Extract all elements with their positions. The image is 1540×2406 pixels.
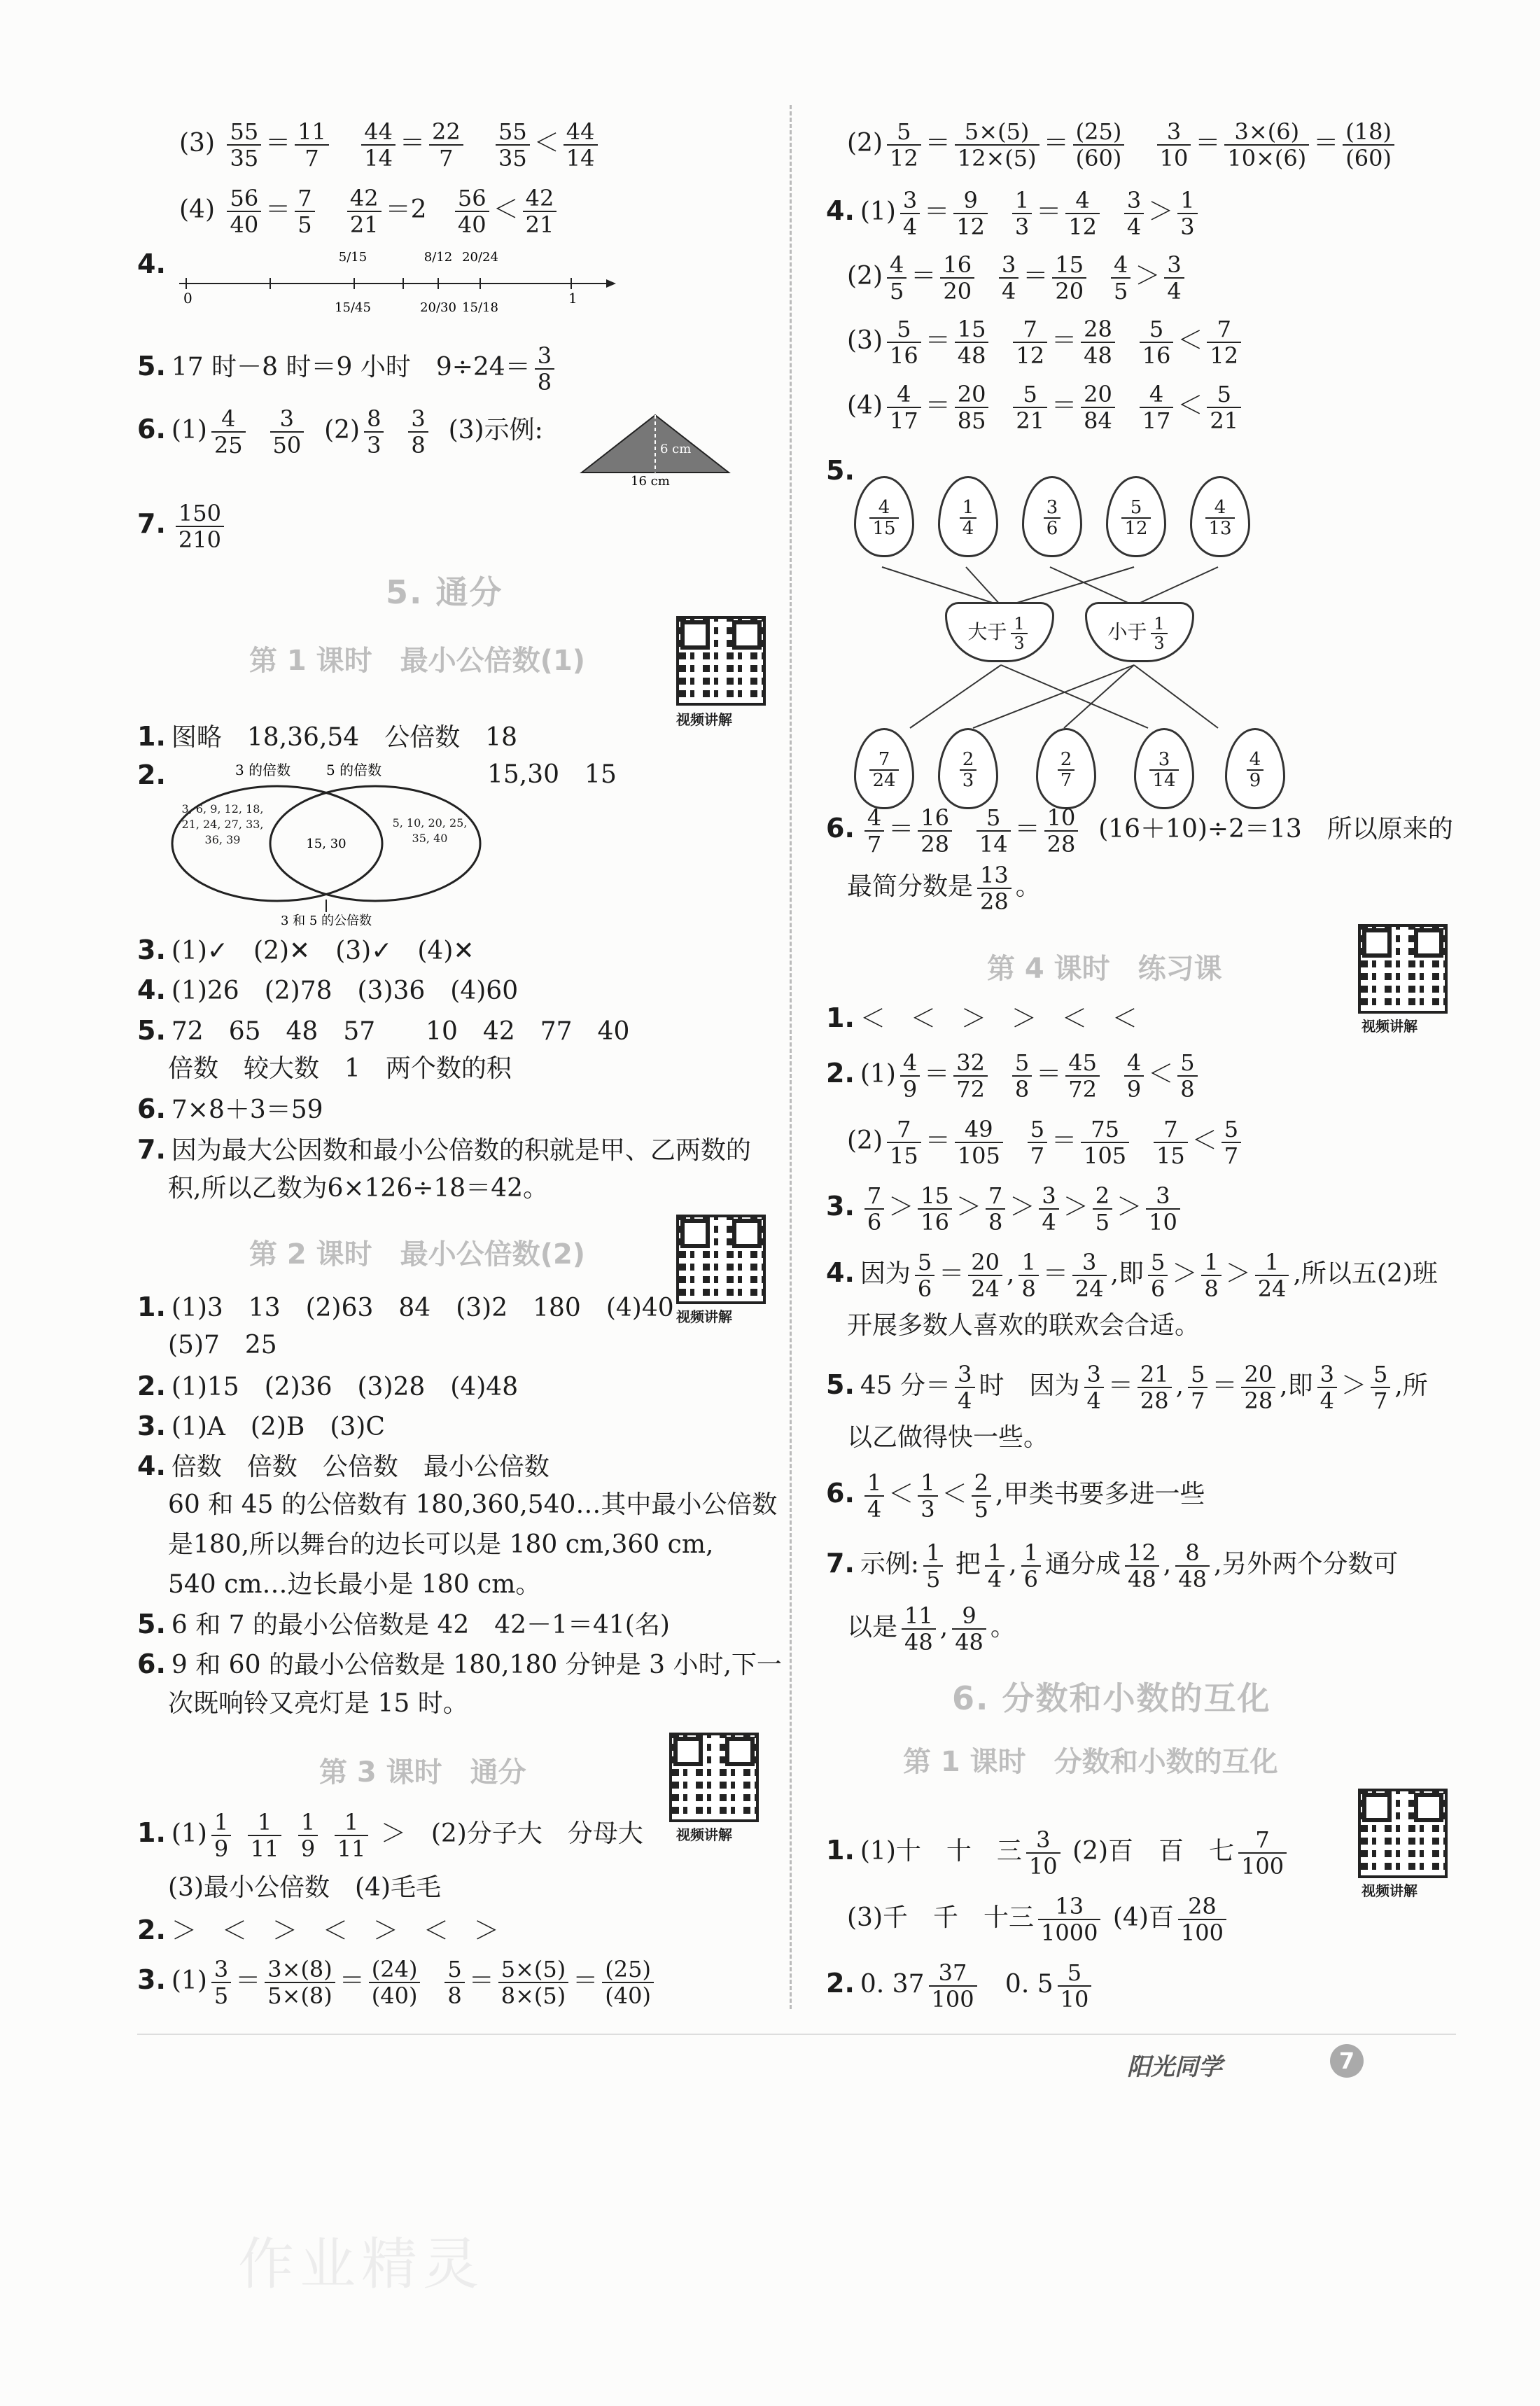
question-6: 6. $\frac{1}{4}$ ＜ $\frac{1}{3}$ ＜ $\frac{2}{5}$ ,甲类书要多进一些 [826,1469,1205,1523]
pear: $\frac{4}{15}$ [854,476,914,557]
answer-line: (2) $\frac{4}{5}$ ＝ $\frac{16}{20}$ $\frac{3}{4}$ ＝ $\frac{15}{20}$ $\frac{4}{5}$ ＞ $\frac{3}{4}$ [847,252,1189,304]
pear: $\frac{3}{6}$ [1022,476,1082,557]
question-3: 3. (1) $\frac{3}{5}$ ＝ $\frac{3\times(8)}{5\times(8)}$ ＝ $\frac{(24)}{(40)}$ $\frac{5}{8}$ ＝ $\frac{5\times(5)}{8\times(5)}$ ＝ $\frac{(25)}{(40)}$ [137,1957,658,2008]
question-5: 5. [826,455,855,486]
question-5: 5. 72 65 48 57 10 42 77 40 [137,1015,630,1046]
answer-text: 以乙做得快一些。 [847,1423,1049,1452]
footer-rule [137,2034,1456,2035]
tick-label: 20/30 [420,300,456,315]
triangle-figure [575,410,736,487]
question-5: 5. 17 时－8 时＝9 小时 9÷24＝ $\frac{3}{8}$ [137,343,559,395]
question-6: 6. $\frac{4}{7}$ ＝ $\frac{16}{28}$ $\frac{5}{14}$ ＝ $\frac{10}{28}$ (16＋10)÷2＝13 所以原来的 [826,804,1453,858]
question-1: 1. (1) $\frac{1}{9}$ $\frac{1}{11}$ $\frac{1}{9}$ $\frac{1}{11}$ ＞ (2)分子大 分母大 [137,1809,643,1862]
question-4: 4. (1)26 (2)78 (3)36 (4)60 [137,974,519,1005]
question-7: 7. 示例: $\frac{1}{5}$ 把 $\frac{1}{4}$ , $\frac{1}{6}$ 通分成 $\frac{12}{48}$ , $\frac{8}{48}$ ,另外两个分数可 [826,1539,1399,1593]
question-4: 4. [137,249,166,279]
question-4: 4. 倍数 倍数 公倍数 最小公倍数 [137,1450,550,1481]
section-title: 6. 分数和小数的互化 [952,1679,1271,1717]
answer-line: 以是 $\frac{11}{48}$ , $\frac{9}{48}$ 。 [847,1602,1016,1656]
pear: $\frac{3}{14}$ [1134,728,1194,809]
answer-text: 开展多数人喜欢的联欢会合适。 [847,1311,1200,1340]
number-line [172,242,620,326]
question-3: 3. (1)✓ (2)✕ (3)✓ (4)✕ [137,935,475,965]
question-4: 4. 因为 $\frac{5}{6}$ ＝ $\frac{20}{24}$ , $\frac{1}{8}$ ＝ $\frac{3}{24}$ ,即 $\frac{5}{6}$ ＞ $\frac{1}{8}$ ＞ $\frac{1}{24}$ ,所以五(2)班 [826,1249,1438,1302]
question-3: 3. (1)A (2)B (3)C [137,1411,385,1441]
tick-one: 1 [568,290,578,307]
answer-text: (3)最小公倍数 (4)毛毛 [168,1873,441,1902]
question-5: 5. 45 分＝ $\frac{3}{4}$ 时 因为 $\frac{3}{4}$ ＝ $\frac{21}{28}$ , $\frac{5}{7}$ ＝ $\frac{20}{28}$ ,即 $\frac{3}{4}$ ＞ $\frac{5}{7}$ ,所 [826,1361,1428,1414]
qr-code[interactable] [676,1215,766,1304]
page-number: 7 [1330,2044,1364,2078]
lesson-title: 第 2 课时 最小公倍数(2) [249,1238,586,1271]
tick-label: 20/24 [462,250,498,265]
svg-text:3 和 5 的公倍数: 3 和 5 的公倍数 [280,914,372,928]
brand-logo: 阳光同学 [1127,2053,1222,2081]
column-divider [790,105,792,2009]
answer-text: 60 和 45 的公倍数有 180,360,540…其中最小公倍数 [168,1490,778,1519]
answer-text: 是180,所以舞台的边长可以是 180 cm,360 cm, [168,1530,714,1559]
bowl-less: 小于 $\frac{1}{3}$ [1085,602,1194,662]
tick-label: 15/18 [462,300,498,315]
pear: $\frac{1}{4}$ [938,476,998,557]
pear: $\frac{4}{9}$ [1225,728,1285,809]
lesson-title: 第 1 课时 最小公倍数(1) [249,645,586,677]
answer-text: 积,所以乙数为6×126÷18＝42。 [168,1174,549,1203]
question-6: 6. 7×8＋3＝59 [137,1093,323,1124]
answer-text: (5)7 25 [168,1331,277,1359]
question-5: 5. 6 和 7 的最小公倍数是 42 42－1＝41(名) [137,1609,670,1639]
tick-label: 15/45 [335,300,371,315]
tick-label: 8/12 [424,250,453,265]
pear: $\frac{4}{13}$ [1190,476,1250,557]
svg-text:3 的倍数: 3 的倍数 [235,762,291,778]
answer-text: 倍数 较大数 1 两个数的积 [168,1054,512,1083]
question-2: 2. (1)15 (2)36 (3)28 (4)48 [137,1371,519,1401]
video-label: 视频讲解 [676,711,732,728]
qr-code[interactable] [676,616,766,706]
answer-line: (3)千 千 十三 $\frac{13}{1000}$ (4)百 $\frac{28}{100}$ [847,1894,1231,1945]
question-7: 7. $\frac{150}{210}$ [137,501,228,552]
qr-code[interactable] [669,1733,759,1822]
question-2: 2. (1) $\frac{4}{9}$ ＝ $\frac{32}{72}$ $\frac{5}{8}$ ＝ $\frac{45}{72}$ $\frac{4}{9}$ ＜ $\frac{5}{8}$ [826,1050,1202,1102]
question-6: 6. 9 和 60 的最小公倍数是 180,180 分钟是 3 小时,下一 [137,1649,782,1679]
svg-text:16 cm: 16 cm [631,474,670,487]
lesson-title: 第 4 课时 练习课 [987,953,1222,985]
tick-zero: 0 [183,290,192,307]
question-2: 2. [137,760,166,790]
question-1: 1. (1)十 十 三 $\frac{3}{10}$ (2)百 百 七 $\frac{7}{100}$ [826,1827,1291,1879]
question-2: 2. 0. 37 $\frac{37}{100}$ 0. 5 $\frac{5}{10}$ [826,1960,1096,2012]
video-label: 视频讲解 [1362,1882,1418,1899]
question-1: 1. ＜ ＜ ＞ ＞ ＜ ＜ [826,1002,1138,1033]
qr-code[interactable] [1358,1789,1448,1878]
watermark: 作业精灵 [238,2232,484,2297]
svg-text:5 的倍数: 5 的倍数 [326,762,382,778]
question-6: 6. (1) $\frac{4}{25}$ $\frac{3}{50}$ (2) $\frac{8}{3}$ $\frac{3}{8}$ (3)示例: [137,405,543,459]
lesson-title: 第 3 课时 通分 [319,1756,526,1789]
question-2: 2. ＞ ＜ ＞ ＜ ＞ ＜ ＞ [137,1915,499,1945]
lesson-title: 第 1 课时 分数和小数的互化 [903,1746,1278,1778]
qr-code[interactable] [1358,924,1448,1014]
answer-line: (2) $\frac{7}{15}$ ＝ $\frac{49}{105}$ $\frac{5}{7}$ ＝ $\frac{75}{105}$ $\frac{7}{15}$ ＜ $\frac{5}{7}$ [847,1117,1245,1168]
question-3: 3. $\frac{7}{6}$ ＞ $\frac{15}{16}$ ＞ $\frac{7}{8}$ ＞ $\frac{3}{4}$ ＞ $\frac{2}{5}$ ＞ $\frac{3}{10}$ [826,1183,1184,1235]
answer-text: 次既响铃又亮灯是 15 时。 [168,1689,468,1718]
pear: $\frac{7}{24}$ [854,728,914,809]
section-title: 5. 通分 [386,573,503,611]
answer-line: (4) $\frac{4}{17}$ ＝ $\frac{20}{85}$ $\frac{5}{21}$ ＝ $\frac{20}{84}$ $\frac{4}{17}$ ＜ $\frac{5}{21}$ [847,382,1245,433]
question-1: 1. 图略 18,36,54 公倍数 18 [137,721,518,752]
video-label: 视频讲解 [1362,1018,1418,1035]
tick-label: 5/15 [338,250,368,265]
answer-text: 540 cm…边长最小是 180 cm。 [168,1570,541,1599]
pear: $\frac{2}{7}$ [1036,728,1096,809]
pear: $\frac{5}{12}$ [1106,476,1166,557]
question-4: 4. (1) $\frac{3}{4}$ ＝ $\frac{9}{12}$ $\frac{1}{3}$ ＝ $\frac{4}{12}$ $\frac{3}{4}$ ＞ $\frac{1}{3}$ [826,188,1202,239]
video-label: 视频讲解 [676,1826,732,1843]
venn-diagram: 3 的倍数 5 的倍数 3, 6, 9, 12, 18, 21, 24, 27, 33, 36, 39 15, 30 5, 10, 20, 25, 35, 40 3 和 5 的公倍数 [165,760,487,928]
answer-line: (3) $\frac{55}{35}$ ＝ $\frac{11}{7}$ $\frac{44}{14}$ ＝ $\frac{22}{7}$ $\frac{55}{35}$ ＜ $\frac{44}{14}$ [179,119,602,171]
answer-line: 最简分数是 $\frac{13}{28}$ 。 [847,862,1041,915]
answer-text: 15,30 15 [487,760,617,789]
svg-text:15, 30: 15, 30 [306,837,346,851]
answer-line: (2) $\frac{5}{12}$ ＝ $\frac{5\times(5)}{12\times(5)}$ ＝ $\frac{(25)}{(60)}$ $\frac{3}{10}$ ＝ $\frac{3\times(6)}{10\times(6)}$ ＝ $\frac{(18)}{(60)}$ [847,119,1399,171]
question-7: 7. 因为最大公因数和最小公倍数的积就是甲、乙两数的 [137,1134,751,1165]
question-1: 1. (1)3 13 (2)63 84 (3)2 180 (4)40 [137,1292,674,1322]
svg-text:6 cm: 6 cm [660,442,692,456]
answer-line: (4) $\frac{56}{40}$ ＝ $\frac{7}{5}$ $\frac{42}{21}$ ＝2 $\frac{56}{40}$ ＜ $\frac{42}{21}$ [179,186,561,237]
video-label: 视频讲解 [676,1308,732,1325]
pear: $\frac{2}{3}$ [938,728,998,809]
bowl-greater: 大于 $\frac{1}{3}$ [945,602,1054,662]
answer-line: (3) $\frac{5}{16}$ ＝ $\frac{15}{48}$ $\frac{7}{12}$ ＝ $\frac{28}{48}$ $\frac{5}{16}$ ＜ $\frac{7}{12}$ [847,316,1245,368]
